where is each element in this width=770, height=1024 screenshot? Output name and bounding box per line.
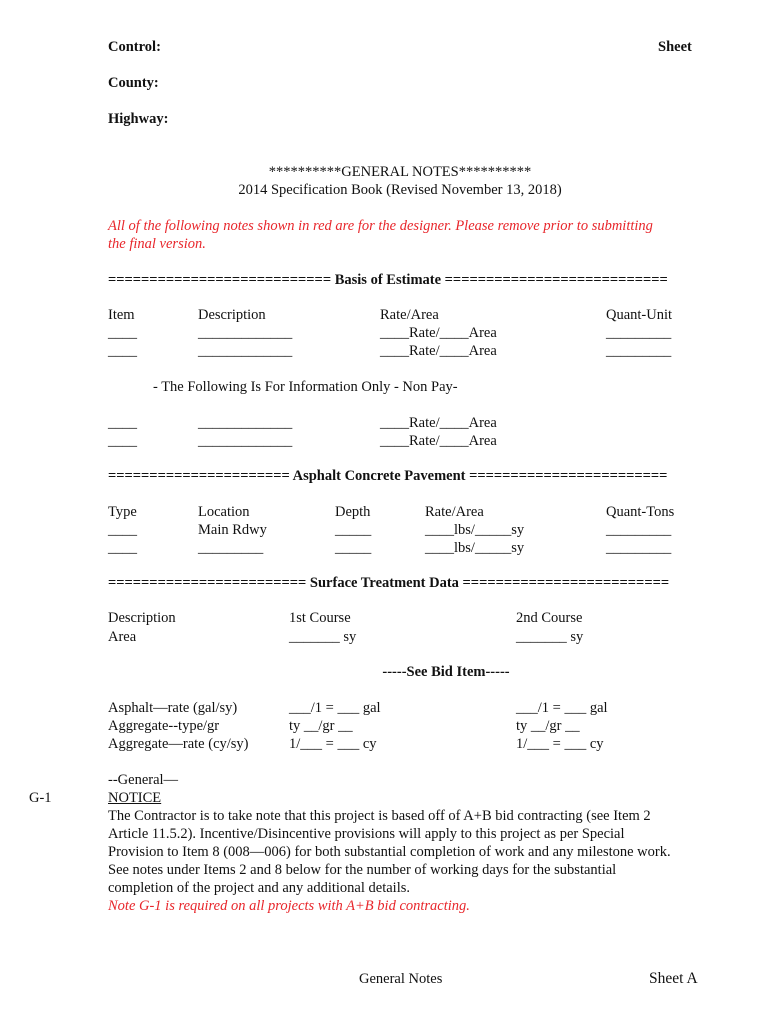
basis-row1-description: _____________ xyxy=(198,325,293,341)
designer-note-line-1: All of the following notes shown in red are for the designer. Please remove prior to submitting xyxy=(108,218,653,234)
asphalt-col-depth: Depth xyxy=(335,504,371,520)
control-label: Control: xyxy=(108,39,161,55)
basis-row2-item: ____ xyxy=(108,343,137,359)
surface-row3-second: 1/___ = ___ cy xyxy=(516,736,604,752)
see-bid-item: -----See Bid Item----- xyxy=(382,664,510,680)
page-subtitle: 2014 Specification Book (Revised November 13, 2018) xyxy=(238,182,562,198)
surface-heading: ======================== Surface Treatment Data ========================= xyxy=(108,575,670,591)
notice-title: NOTICE xyxy=(108,790,162,806)
page-title: **********GENERAL NOTES********** xyxy=(268,164,532,180)
note-id: G-1 xyxy=(29,790,52,806)
asphalt-row2-type: ____ xyxy=(108,540,137,556)
info-row1-rate: ____Rate/____Area xyxy=(380,415,497,431)
county-label: County: xyxy=(108,75,159,91)
asphalt-row1-rate: ____lbs/_____sy xyxy=(425,522,525,538)
surface-area-second: _______ sy xyxy=(516,629,584,645)
highway-label: Highway: xyxy=(108,111,169,127)
surface-row1-label: Asphalt—rate (gal/sy) xyxy=(108,700,238,716)
basis-col-quant: Quant-Unit xyxy=(606,307,673,323)
info-row1-item: ____ xyxy=(108,415,137,431)
asphalt-row1-depth: _____ xyxy=(335,522,372,538)
asphalt-heading: ====================== Asphalt Concrete Pavement ======================== xyxy=(108,468,668,484)
info-row1-description: _____________ xyxy=(198,415,293,431)
general-body-line-3: Provision to Item 8 (008—006) for both substantial completion of work and any milestone work. xyxy=(108,844,671,860)
surface-col-first: 1st Course xyxy=(289,610,351,626)
footer-center: General Notes xyxy=(359,971,443,987)
basis-col-description: Description xyxy=(198,307,266,323)
asphalt-col-rate: Rate/Area xyxy=(425,504,484,520)
info-only-line: - The Following Is For Information Only - Non Pay- xyxy=(153,379,458,395)
basis-row1-quant: _________ xyxy=(606,325,672,341)
surface-row2-first: ty __/gr __ xyxy=(289,718,353,734)
asphalt-row1-type: ____ xyxy=(108,522,137,538)
asphalt-row1-quant: _________ xyxy=(606,522,672,538)
basis-heading: =========================== Basis of Estimate =========================== xyxy=(108,272,668,288)
sheet-label: Sheet xyxy=(658,39,692,55)
surface-row1-second: ___/1 = ___ gal xyxy=(516,700,608,716)
basis-row1-rate: ____Rate/____Area xyxy=(380,325,497,341)
surface-row3-first: 1/___ = ___ cy xyxy=(289,736,377,752)
footer-sheet: Sheet A xyxy=(649,970,698,987)
surface-row2-label: Aggregate--type/gr xyxy=(108,718,220,734)
basis-row1-item: ____ xyxy=(108,325,137,341)
info-row2-rate: ____Rate/____Area xyxy=(380,433,497,449)
basis-col-rate: Rate/Area xyxy=(380,307,439,323)
info-row2-item: ____ xyxy=(108,433,137,449)
surface-row2-second: ty __/gr __ xyxy=(516,718,580,734)
general-body-line-1: The Contractor is to take note that this project is based off of A+B bid contracting (see Item 2 xyxy=(108,808,651,824)
basis-row2-rate: ____Rate/____Area xyxy=(380,343,497,359)
asphalt-row2-rate: ____lbs/_____sy xyxy=(425,540,525,556)
surface-row3-label: Aggregate—rate (cy/sy) xyxy=(108,736,249,752)
asphalt-row1-location: Main Rdwy xyxy=(198,522,267,538)
surface-col-second: 2nd Course xyxy=(516,610,583,626)
basis-row2-description: _____________ xyxy=(198,343,293,359)
surface-area-label: Area xyxy=(108,629,137,645)
info-row2-description: _____________ xyxy=(198,433,293,449)
asphalt-row2-location: _________ xyxy=(198,540,264,556)
asphalt-col-location: Location xyxy=(198,504,250,520)
general-body-line-2: Article 11.5.2). Incentive/Disincentive provisions will apply to this project as per Special xyxy=(108,826,625,842)
basis-col-item: Item xyxy=(108,307,135,323)
asphalt-row2-depth: _____ xyxy=(335,540,372,556)
surface-row1-first: ___/1 = ___ gal xyxy=(289,700,381,716)
general-red-note: Note G-1 is required on all projects with A+B bid contracting. xyxy=(108,898,470,914)
asphalt-col-quant: Quant-Tons xyxy=(606,504,675,520)
basis-row2-quant: _________ xyxy=(606,343,672,359)
general-body-line-5: completion of the project and any additional details. xyxy=(108,880,410,896)
surface-area-first: _______ sy xyxy=(289,629,357,645)
asphalt-row2-quant: _________ xyxy=(606,540,672,556)
general-body-line-4: See notes under Items 2 and 8 below for the number of working days for the substantial xyxy=(108,862,617,878)
surface-col-description: Description xyxy=(108,610,176,626)
general-heading: --General— xyxy=(108,772,179,788)
asphalt-col-type: Type xyxy=(108,504,137,520)
designer-note-line-2: the final version. xyxy=(108,236,206,252)
